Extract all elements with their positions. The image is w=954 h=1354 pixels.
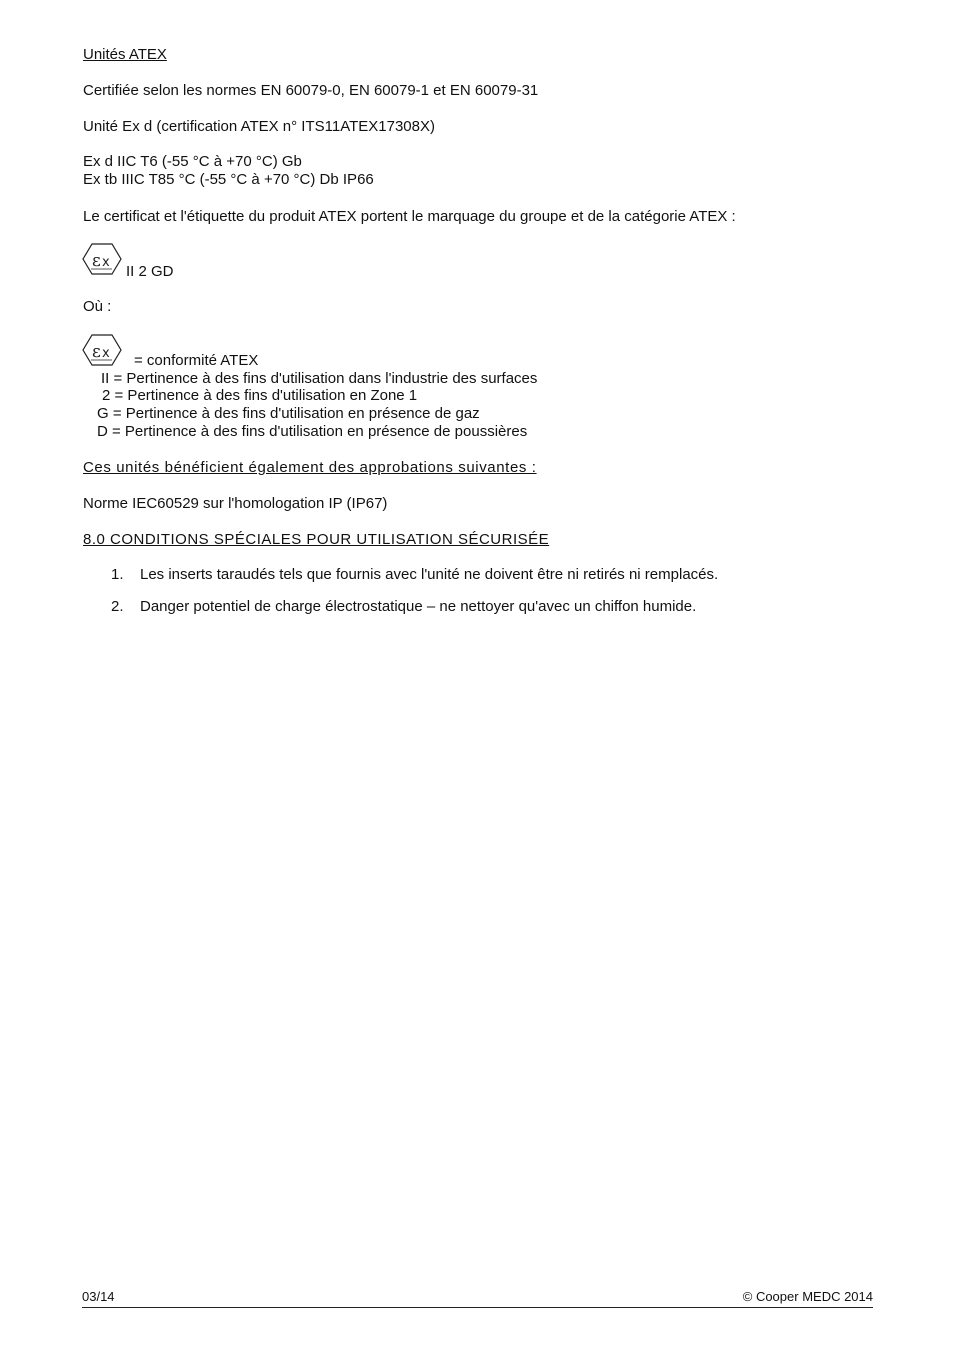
footer-divider	[82, 1307, 873, 1308]
label-intro-text: Le certificat et l'étiquette du produit ATEX portent le marquage du groupe et de la catégorie ATEX :	[83, 208, 736, 225]
where-text: Où :	[83, 298, 112, 315]
group-marking-text: II 2 GD	[126, 263, 174, 280]
ex-hexagon-icon	[82, 242, 122, 276]
legend-ex: = conformité ATEX	[134, 352, 259, 369]
unit-certification-text: Unité Ex d (certification ATEX n° ITS11ATEX17308X)	[83, 118, 435, 135]
list-item-text: Les inserts taraudés tels que fournis avec l'unité ne doivent être ni retirés ni remplacés.	[140, 566, 719, 583]
list-item-text: Danger potentiel de charge électrostatique – ne nettoyer qu'avec un chiffon humide.	[140, 598, 697, 615]
footer-copyright: © Cooper MEDC 2014	[742, 1289, 873, 1304]
ex-hexagon-icon	[82, 333, 122, 367]
list-item-number: 2.	[111, 598, 124, 615]
approvals-heading: Ces unités bénéficient également des approbations suivantes :	[83, 459, 537, 476]
marking-gas-text: Ex d IIC T6 (-55 °C à +70 °C) Gb	[83, 153, 302, 170]
svg-text:x: x	[102, 346, 110, 361]
legend-dust: D = Pertinence à des fins d'utilisation en présence de poussières	[97, 423, 528, 440]
legend-category-2: 2 = Pertinence à des fins d'utilisation en Zone 1	[102, 387, 418, 404]
conditions-heading: 8.0 CONDITIONS SPÉCIALES POUR UTILISATION SÉCURISÉE	[83, 531, 550, 548]
svg-text:ε: ε	[92, 342, 101, 362]
marking-dust-text: Ex tb IIIC T85 °C (-55 °C à +70 °C) Db IP66	[83, 171, 374, 188]
atex-heading: Unités ATEX	[83, 46, 167, 63]
norm-text: Norme IEC60529 sur l'homologation IP (IP67)	[83, 495, 388, 512]
svg-text:x: x	[102, 255, 110, 270]
legend-group-ii: II = Pertinence à des fins d'utilisation dans l'industrie des surfaces	[101, 370, 538, 387]
legend-gas: G = Pertinence à des fins d'utilisation en présence de gaz	[97, 405, 480, 422]
svg-text:ε: ε	[92, 251, 101, 271]
certified-text: Certifiée selon les normes EN 60079-0, EN 60079-1 et EN 60079-31	[83, 82, 539, 99]
footer-date: 03/14	[82, 1289, 115, 1304]
list-item-number: 1.	[111, 566, 124, 583]
